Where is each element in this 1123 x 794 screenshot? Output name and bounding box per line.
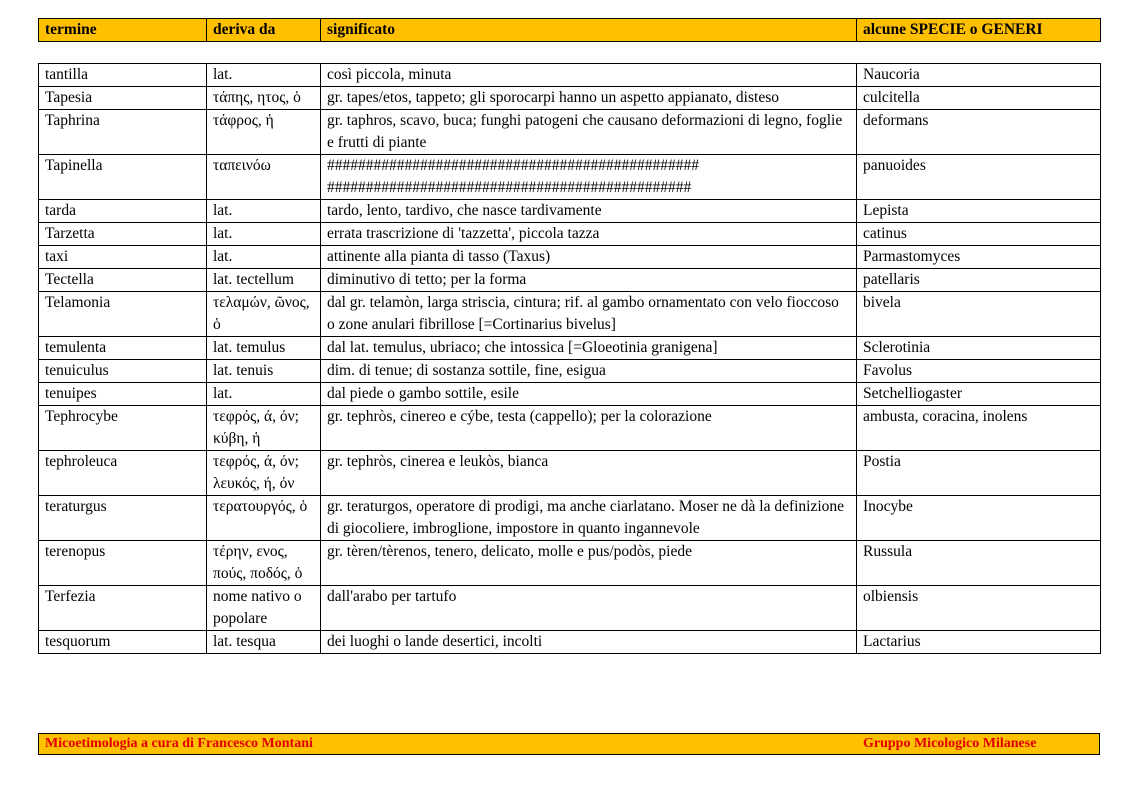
cell-significato: ################################################ ############################################### [321, 155, 857, 200]
cell-termine: Tarzetta [39, 223, 207, 246]
cell-deriva: τερατουργός, ὁ [207, 496, 321, 541]
cell-deriva: τεφρός, ά, όν; λευκός, ή, όν [207, 451, 321, 496]
cell-significato: diminutivo di tetto; per la forma [321, 269, 857, 292]
cell-deriva: lat. tesqua [207, 631, 321, 654]
cell-deriva: lat. [207, 383, 321, 406]
table-row [39, 269, 1101, 292]
cell-significato: gr. tèren/tèrenos, tenero, delicato, molle e pus/podòs, piede [321, 541, 857, 586]
header-table [38, 18, 1101, 42]
cell-deriva: lat. temulus [207, 337, 321, 360]
header-specie-generi: alcune SPECIE o GENERI [857, 19, 1101, 42]
table-row [39, 155, 1101, 200]
cell-specie: Favolus [857, 360, 1101, 383]
cell-specie: Inocybe [857, 496, 1101, 541]
cell-significato: così piccola, minuta [321, 64, 857, 87]
cell-termine: Taphrina [39, 110, 207, 155]
cell-specie: patellaris [857, 269, 1101, 292]
cell-deriva: τάφρος, ἡ [207, 110, 321, 155]
cell-specie: bivela [857, 292, 1101, 337]
cell-termine: tenuipes [39, 383, 207, 406]
cell-significato: dal lat. temulus, ubriaco; che intossica [=Gloeotinia granigena] [321, 337, 857, 360]
footer-bar [38, 733, 1100, 755]
cell-termine: tenuiculus [39, 360, 207, 383]
cell-specie: ambusta, coracina, inolens [857, 406, 1101, 451]
cell-significato: dim. di tenue; di sostanza sottile, fine, esigua [321, 360, 857, 383]
cell-deriva: τεφρός, ά, όν; κύβη, ἡ [207, 406, 321, 451]
header-row [39, 19, 1101, 42]
cell-significato: dal gr. telamòn, larga striscia, cintura; rif. al gambo ornamentato con velo fioccoso o zone anulari fibrillose [=Cortinarius bivelus] [321, 292, 857, 337]
table-row [39, 383, 1101, 406]
cell-deriva: lat. [207, 64, 321, 87]
table-row [39, 496, 1101, 541]
cell-termine: terenopus [39, 541, 207, 586]
cell-specie: olbiensis [857, 586, 1101, 631]
cell-specie: Lactarius [857, 631, 1101, 654]
cell-termine: taxi [39, 246, 207, 269]
table-row [39, 87, 1101, 110]
cell-significato: dall'arabo per tartufo [321, 586, 857, 631]
cell-termine: teraturgus [39, 496, 207, 541]
table-row [39, 292, 1101, 337]
table-row [39, 223, 1101, 246]
cell-deriva: τάπης, ητος, ὁ [207, 87, 321, 110]
cell-termine: Telamonia [39, 292, 207, 337]
cell-termine: Tectella [39, 269, 207, 292]
cell-significato: dal piede o gambo sottile, esile [321, 383, 857, 406]
table-row [39, 110, 1101, 155]
header-significato: significato [321, 19, 857, 42]
footer-author: Micoetimologia a cura di Francesco Montani [45, 736, 313, 751]
table-row [39, 360, 1101, 383]
cell-termine: temulenta [39, 337, 207, 360]
table-row [39, 451, 1101, 496]
cell-specie: Postia [857, 451, 1101, 496]
cell-deriva: lat. [207, 223, 321, 246]
glossary-table [38, 63, 1101, 654]
cell-specie: Lepista [857, 200, 1101, 223]
cell-significato: dei luoghi o lande desertici, incolti [321, 631, 857, 654]
table-row [39, 200, 1101, 223]
cell-deriva: nome nativo o popolare [207, 586, 321, 631]
cell-deriva: lat. [207, 200, 321, 223]
table-row [39, 406, 1101, 451]
cell-specie: deformans [857, 110, 1101, 155]
cell-termine: tesquorum [39, 631, 207, 654]
cell-significato: tardo, lento, tardivo, che nasce tardivamente [321, 200, 857, 223]
table-row [39, 541, 1101, 586]
cell-deriva: lat. [207, 246, 321, 269]
cell-significato: errata trascrizione di 'tazzetta', piccola tazza [321, 223, 857, 246]
cell-specie: catinus [857, 223, 1101, 246]
cell-significato: gr. tephròs, cinerea e leukòs, bianca [321, 451, 857, 496]
table-row [39, 337, 1101, 360]
cell-significato: gr. teraturgos, operatore di prodigi, ma anche ciarlatano. Moser ne dà la definizione di giocoliere, imbroglione, impostore in quanto ingannevole [321, 496, 857, 541]
cell-termine: Tapinella [39, 155, 207, 200]
footer-group: Gruppo Micologico Milanese [863, 736, 1037, 751]
table-row [39, 586, 1101, 631]
cell-significato: gr. taphros, scavo, buca; funghi patogeni che causano deformazioni di legno, foglie e frutti di piante [321, 110, 857, 155]
cell-termine: tarda [39, 200, 207, 223]
cell-termine: tephroleuca [39, 451, 207, 496]
cell-specie: Setchelliogaster [857, 383, 1101, 406]
header-termine: termine [39, 19, 207, 42]
cell-deriva: ταπεινόω [207, 155, 321, 200]
cell-deriva: lat. tectellum [207, 269, 321, 292]
cell-specie: Sclerotinia [857, 337, 1101, 360]
cell-specie: Parmastomyces [857, 246, 1101, 269]
cell-termine: Terfezia [39, 586, 207, 631]
header-deriva-da: deriva da [207, 19, 321, 42]
cell-termine: Tapesia [39, 87, 207, 110]
cell-specie: culcitella [857, 87, 1101, 110]
table-row [39, 246, 1101, 269]
cell-termine: Tephrocybe [39, 406, 207, 451]
cell-significato: attinente alla pianta di tasso (Taxus) [321, 246, 857, 269]
table-row [39, 631, 1101, 654]
cell-deriva: τελαμών, ῶνος, ὁ [207, 292, 321, 337]
cell-deriva: lat. tenuis [207, 360, 321, 383]
cell-specie: Naucoria [857, 64, 1101, 87]
cell-significato: gr. tapes/etos, tappeto; gli sporocarpi hanno un aspetto appianato, disteso [321, 87, 857, 110]
cell-specie: panuoides [857, 155, 1101, 200]
table-row [39, 64, 1101, 87]
cell-specie: Russula [857, 541, 1101, 586]
cell-deriva: τέρην, ενος, πούς, ποδός, ὁ [207, 541, 321, 586]
cell-significato: gr. tephròs, cinereo e cýbe, testa (cappello); per la colorazione [321, 406, 857, 451]
cell-termine: tantilla [39, 64, 207, 87]
